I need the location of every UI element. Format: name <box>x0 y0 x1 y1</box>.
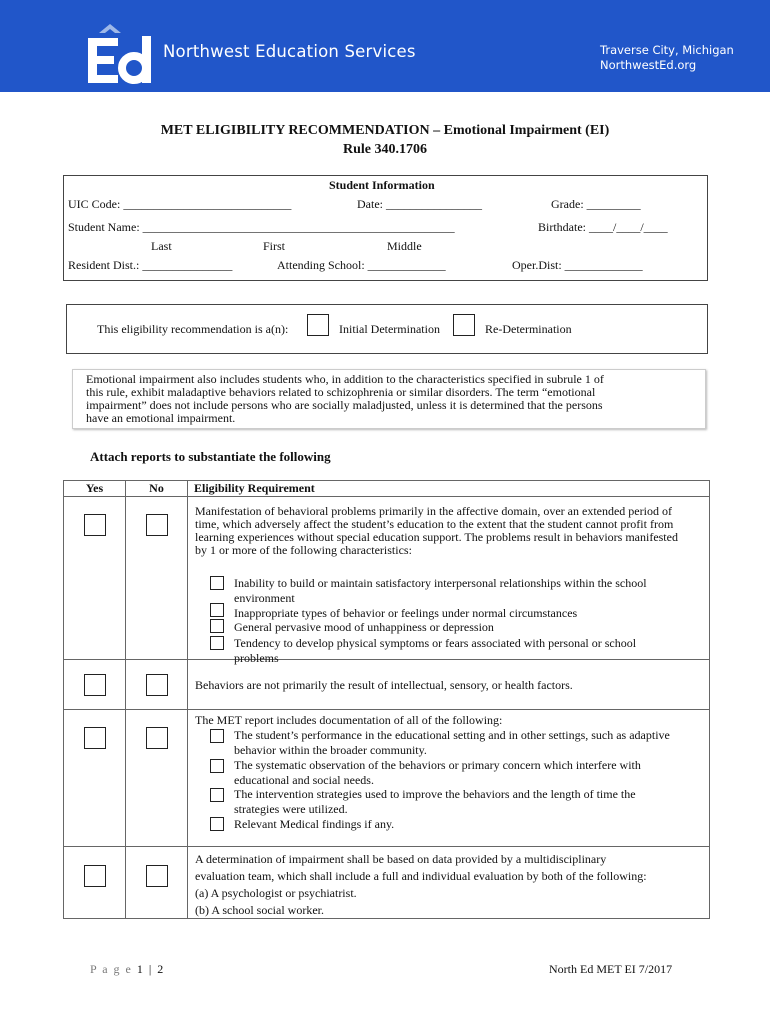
requirement-column-header: Eligibility Requirement <box>188 481 710 497</box>
requirement-line: time, which adversely affect the student’s education to the extent that the student cannot profit from <box>195 517 674 531</box>
requirement-text <box>195 505 678 557</box>
characteristic-checkbox[interactable] <box>210 619 224 633</box>
characteristic-item <box>234 576 647 606</box>
row1-yes-checkbox[interactable] <box>84 514 106 536</box>
documentation-item <box>234 728 670 758</box>
last-name-label: Last <box>151 239 172 253</box>
requirement-text <box>195 851 647 919</box>
org-website[interactable]: NorthwestEd.org <box>600 58 697 72</box>
title-line-2: Rule 340.1706 <box>343 142 427 157</box>
table-row <box>64 710 710 847</box>
characteristic-item: General pervasive mood of unhappiness or depression <box>234 620 494 634</box>
row4-yes-checkbox[interactable] <box>84 865 106 887</box>
requirement-line: (a) A psychologist or psychiatrist. <box>195 886 357 900</box>
documentation-item <box>234 787 636 817</box>
row4-no-checkbox[interactable] <box>146 865 168 887</box>
documentation-line: educational and social needs. <box>234 773 374 787</box>
documentation-checkbox[interactable] <box>210 759 224 773</box>
requirement-text: The MET report includes documentation of all of the following: <box>195 713 503 727</box>
requirement-line: A determination of impairment shall be based on data provided by a multidisciplinary <box>195 852 607 866</box>
row2-yes-checkbox[interactable] <box>84 674 106 696</box>
eligibility-table <box>63 480 710 919</box>
characteristic-line: Tendency to develop physical symptoms or fears associated with personal or school <box>234 636 637 650</box>
table-header-row <box>64 481 710 497</box>
characteristic-checkbox[interactable] <box>210 636 224 650</box>
resident-district-field[interactable]: Resident Dist.: _______________ <box>68 258 233 272</box>
no-cell <box>126 710 188 847</box>
no-column-header: No <box>126 481 188 497</box>
yes-cell <box>64 847 126 919</box>
redetermination-label: Re-Determination <box>485 322 572 336</box>
definition-line: impairment” does not include persons who are socially maladjusted, unless it is determined that the persons <box>86 398 603 412</box>
characteristic-checkbox[interactable] <box>210 576 224 590</box>
characteristic-line: environment <box>234 591 295 605</box>
documentation-checkbox[interactable] <box>210 788 224 802</box>
page-title <box>0 121 770 159</box>
org-city: Traverse City, Michigan <box>600 43 734 57</box>
definition-text <box>86 373 646 425</box>
requirement-line: evaluation team, which shall include a full and individual evaluation by both of the following: <box>195 869 647 883</box>
table-row <box>64 660 710 710</box>
student-info-heading: Student Information <box>329 178 435 192</box>
org-location <box>600 43 734 73</box>
table-row <box>64 497 710 660</box>
documentation-line: The student’s performance in the educational setting and in other settings, such as adaptive <box>234 728 670 742</box>
middle-name-label: Middle <box>387 239 422 253</box>
requirement-cell <box>188 660 710 710</box>
characteristic-checkbox[interactable] <box>210 603 224 617</box>
org-name: Northwest Education Services <box>163 42 416 61</box>
ed-logo-icon <box>88 24 154 84</box>
requirement-cell <box>188 710 710 847</box>
title-line-1: MET ELIGIBILITY RECOMMENDATION – Emotional Impairment (EI) <box>160 123 610 138</box>
documentation-line: The intervention strategies used to improve the behaviors and the length of time the <box>234 787 636 801</box>
requirement-line: learning experiences without special education support. The problems result in behaviors manifested <box>195 530 678 544</box>
redetermination-checkbox[interactable] <box>453 314 475 336</box>
row3-yes-checkbox[interactable] <box>84 727 106 749</box>
page-count: 1 | 2 <box>136 962 165 976</box>
documentation-checkbox[interactable] <box>210 817 224 831</box>
documentation-line: The systematic observation of the behaviors or primary concern which interfere with <box>234 758 641 772</box>
initial-determination-checkbox[interactable] <box>307 314 329 336</box>
definition-line: Emotional impairment also includes students who, in addition to the characteristics specified in subrule 1 of <box>86 372 604 386</box>
documentation-item: Relevant Medical findings if any. <box>234 817 395 831</box>
attending-school-field[interactable]: Attending School: _____________ <box>277 258 446 272</box>
page-prefix: P a g e <box>90 962 133 976</box>
initial-determination-label: Initial Determination <box>339 322 440 336</box>
uic-code-field[interactable]: UIC Code: ____________________________ <box>68 197 292 211</box>
attach-reports-heading: Attach reports to substantiate the following <box>90 449 331 464</box>
yes-column-header: Yes <box>64 481 126 497</box>
row1-no-checkbox[interactable] <box>146 514 168 536</box>
requirement-line: by 1 or more of the following characteristics: <box>195 543 412 557</box>
characteristic-line: problems <box>234 651 279 665</box>
characteristic-line: Inability to build or maintain satisfactory interpersonal relationships within the school <box>234 576 647 590</box>
first-name-label: First <box>263 239 286 253</box>
row2-no-checkbox[interactable] <box>146 674 168 696</box>
table-row <box>64 847 710 919</box>
yes-cell <box>64 497 126 660</box>
documentation-line: strategies were utilized. <box>234 802 348 816</box>
yes-cell <box>64 660 126 710</box>
yes-cell <box>64 710 126 847</box>
requirement-text: Behaviors are not primarily the result of intellectual, sensory, or health factors. <box>195 678 573 692</box>
student-name-field[interactable]: Student Name: ____________________________________________________ <box>68 220 455 234</box>
characteristic-item: Inappropriate types of behavior or feelings under normal circumstances <box>234 606 578 620</box>
documentation-checkbox[interactable] <box>210 729 224 743</box>
requirement-cell <box>188 847 710 919</box>
requirement-line: Manifestation of behavioral problems primarily in the affective domain, over an extended period of <box>195 504 672 518</box>
definition-line: have an emotional impairment. <box>86 411 236 425</box>
recommendation-label: This eligibility recommendation is a(n): <box>97 322 289 336</box>
documentation-line: behavior within the broader community. <box>234 743 427 757</box>
row3-no-checkbox[interactable] <box>146 727 168 749</box>
document-id: North Ed MET EI 7/2017 <box>549 962 673 976</box>
requirement-cell <box>188 497 710 665</box>
birthdate-field[interactable]: Birthdate: ____/____/____ <box>538 220 668 234</box>
documentation-item <box>234 758 641 788</box>
no-cell <box>126 847 188 919</box>
no-cell <box>126 497 188 660</box>
page-number <box>90 962 165 977</box>
requirement-line: (b) A school social worker. <box>195 903 324 917</box>
date-field[interactable]: Date: ________________ <box>357 197 482 211</box>
header-banner <box>0 0 770 92</box>
no-cell <box>126 660 188 710</box>
grade-field[interactable]: Grade: _________ <box>551 197 641 211</box>
operating-district-field[interactable]: Oper.Dist: _____________ <box>512 258 643 272</box>
definition-line: this rule, exhibit maladaptive behaviors related to schizophrenia or similar disorders. The term “emotional <box>86 385 596 399</box>
